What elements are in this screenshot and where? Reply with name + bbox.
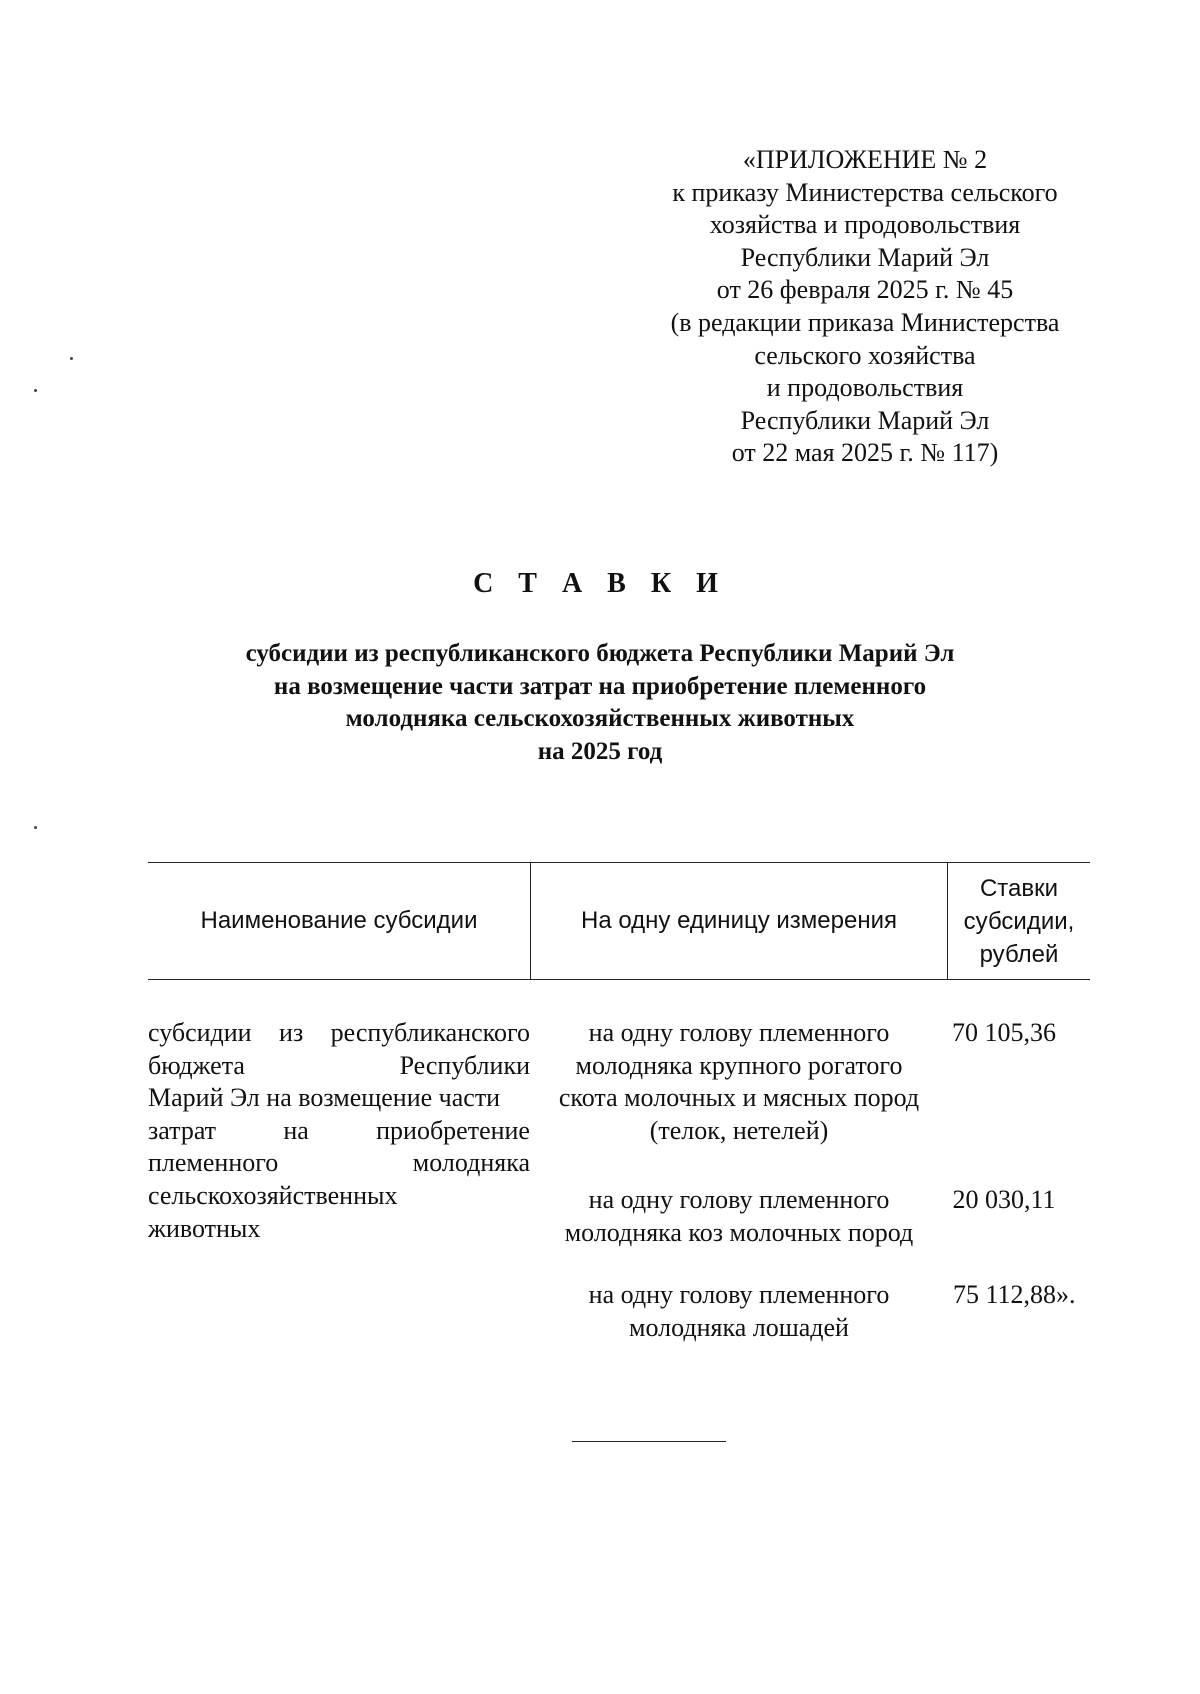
word: молодняка: [412, 1148, 530, 1178]
appendix-line: хозяйства и продовольствия: [709, 210, 1021, 240]
word: затрат: [148, 1115, 217, 1145]
word: из: [279, 1018, 304, 1047]
unit-line: молодняка крупного рогатого: [575, 1050, 903, 1080]
rate-cell: 75 112,88».: [953, 1280, 1076, 1309]
word: республиканского: [330, 1018, 530, 1047]
scan-speck: [34, 826, 37, 829]
subsidy-name-line: [148, 1017, 530, 1050]
word: приобретение: [376, 1115, 530, 1145]
unit-line: на одну голову племенного: [588, 1280, 890, 1309]
word: сельскохозяйственных: [148, 1180, 398, 1210]
header-subsidy-name-label: Наименование субсидии: [200, 907, 478, 934]
appendix-line: сельского хозяйства: [754, 340, 976, 370]
unit-cell: [531, 1279, 947, 1344]
header-rate: [948, 863, 1090, 979]
unit-cell: [531, 1017, 947, 1147]
appendix-line: «ПРИЛОЖЕНИЕ № 2: [742, 145, 988, 174]
unit-line: скота молочных и мясных пород: [558, 1083, 920, 1113]
word: бюджета: [148, 1050, 245, 1080]
rate-cell: 20 030,11: [952, 1185, 1056, 1214]
subsidy-name-line: [148, 1213, 530, 1246]
table-header: [148, 862, 1090, 980]
unit-line: молодняка лошадей: [629, 1312, 849, 1342]
header-rate-line: субсидии,: [963, 907, 1075, 935]
scan-speck: [34, 389, 37, 392]
subtitle-line: субсидии из республиканского бюджета Республики Марий Эл: [245, 640, 955, 667]
word: на: [283, 1115, 309, 1145]
word: субсидии: [148, 1018, 252, 1047]
appendix-line: от 26 февраля 2025 г. № 45: [716, 275, 1014, 305]
appendix-line: от 22 мая 2025 г. № 117): [731, 438, 999, 468]
subsidy-name-line: [148, 1082, 530, 1115]
header-rate-line: Ставки: [979, 874, 1059, 902]
header-rate-line: рублей: [979, 940, 1059, 968]
appendix-header: [645, 144, 1085, 470]
document-title: С Т А В К И: [473, 568, 727, 599]
subsidy-name-cell: [148, 1017, 530, 1245]
subtitle-line: на возмещение части затрат на приобретение племенного: [273, 672, 927, 700]
subsidy-name-line: [148, 1115, 530, 1148]
word: животных: [148, 1213, 261, 1243]
unit-line: (телок, нетелей): [649, 1115, 829, 1145]
unit-line: на одну голову племенного: [588, 1018, 890, 1047]
subtitle-line: на 2025 год: [537, 737, 663, 765]
word: Марий Эл на возмещение части: [148, 1083, 501, 1113]
header-subsidy-name: [148, 863, 531, 979]
appendix-line: к приказу Министерства сельского: [672, 177, 1058, 207]
document-subtitle: [150, 638, 1050, 768]
subsidy-name-line: [148, 1180, 530, 1213]
unit-line: молодняка коз молочных пород: [564, 1217, 914, 1247]
unit-line: на одну голову племенного: [588, 1185, 890, 1214]
appendix-line: и продовольствия: [766, 373, 964, 403]
header-unit: [531, 863, 948, 979]
subsidy-name-line: [148, 1050, 530, 1083]
subtitle-line: молодняка сельскохозяйственных животных: [345, 705, 855, 732]
appendix-line: (в редакции приказа Министерства: [670, 307, 1060, 337]
scan-speck: [70, 357, 73, 360]
appendix-line: Республики Марий Эл: [740, 405, 990, 435]
unit-cell: [531, 1184, 947, 1249]
header-unit-label: На одну единицу измерения: [580, 907, 897, 934]
rates-table: [148, 862, 1090, 1342]
subsidy-name-line: [148, 1147, 530, 1180]
rate-cell: 70 105,36: [952, 1018, 1056, 1047]
appendix-line: Республики Марий Эл: [740, 242, 990, 272]
word: Республики: [399, 1050, 530, 1080]
word: племенного: [148, 1148, 279, 1178]
end-divider: [572, 1441, 726, 1442]
